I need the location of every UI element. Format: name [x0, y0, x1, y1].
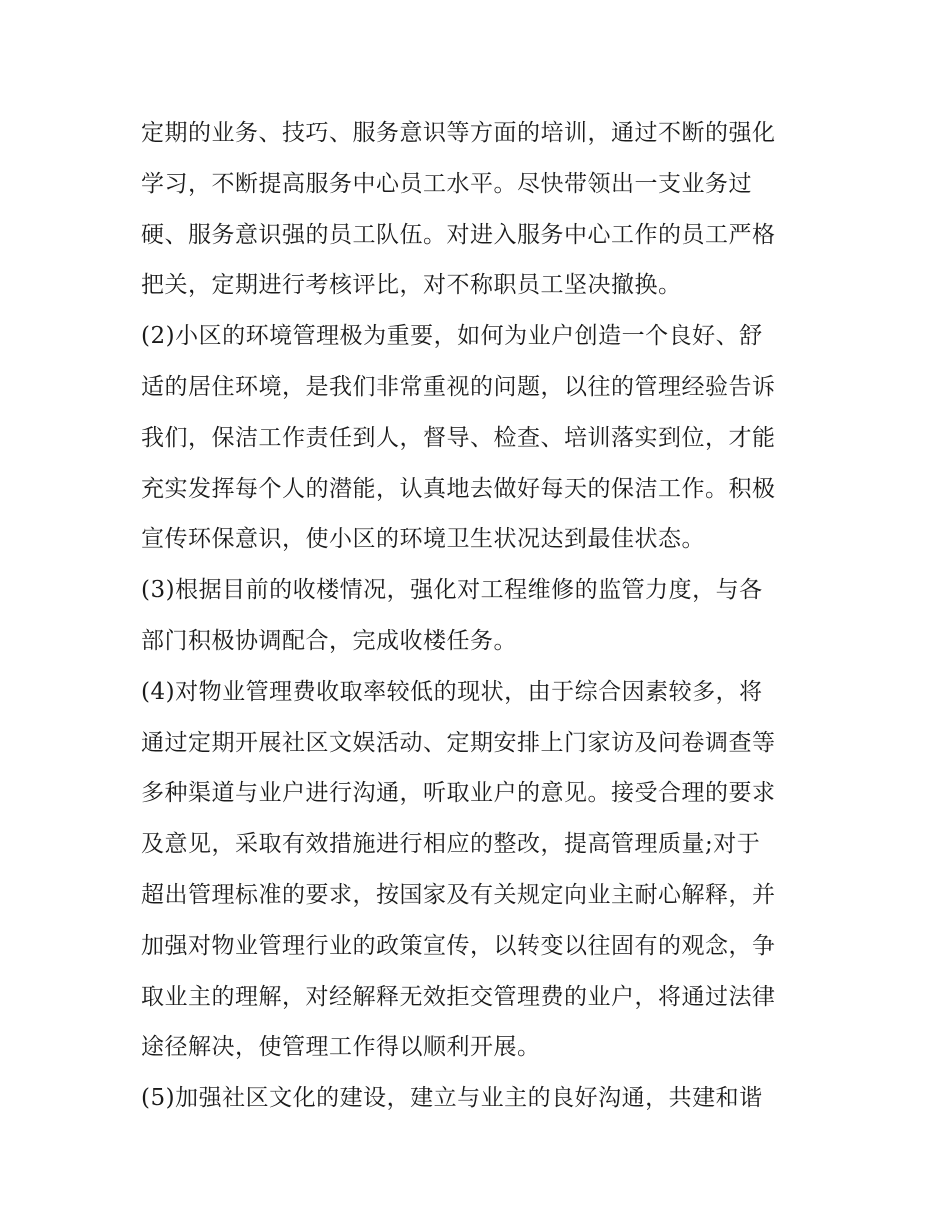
text-line: 部门积极协调配合，完成收楼任务。	[141, 627, 517, 654]
text-line: 加强对物业管理行业的政策宣传，以转变以往固有的观念，争	[141, 932, 776, 959]
text-line: (4)对物业管理费收取率较低的现状，由于综合因素较多，将	[141, 678, 763, 705]
text-line: 超出管理标准的要求，按国家及有关规定向业主耐心解释，并	[141, 881, 776, 908]
text-line: 途径解决，使管理工作得以顺利开展。	[141, 1034, 541, 1061]
text-line: 通过定期开展社区文娱活动、定期安排上门家访及问卷调查等	[141, 729, 776, 756]
text-line: 多种渠道与业户进行沟通，听取业户的意见。接受合理的要求	[141, 780, 776, 807]
text-line: 及意见，采取有效措施进行相应的整改，提高管理质量;对于	[141, 831, 761, 858]
text-line: 我们，保洁工作责任到人，督导、检查、培训落实到位，才能	[141, 424, 776, 451]
text-line: 学习，不断提高服务中心员工水平。尽快带领出一支业务过	[141, 170, 752, 197]
text-line: 适的居住环境，是我们非常重视的问题，以往的管理经验告诉	[141, 373, 776, 400]
text-line: 硬、服务意识强的员工队伍。对进入服务中心工作的员工严格	[141, 221, 776, 248]
body-text	[141, 108, 821, 1124]
text-line: (2)小区的环境管理极为重要，如何为业户创造一个良好、舒	[141, 323, 763, 350]
text-line: 定期的业务、技巧、服务意识等方面的培训，通过不断的强化	[141, 120, 776, 146]
text-line: (3)根据目前的收楼情况，强化对工程维修的监管力度，与各	[141, 577, 763, 604]
text-line: 把关，定期进行考核评比，对不称职员工坚决撤换。	[141, 272, 682, 299]
text-line: 宣传环保意识，使小区的环境卫生状况达到最佳状态。	[141, 526, 705, 553]
text-line: (5)加强社区文化的建设，建立与业主的良好沟通，共建和谐	[141, 1085, 763, 1112]
text-line: 充实发挥每个人的潜能，认真地去做好每天的保洁工作。积极	[141, 475, 776, 502]
text-line: 取业主的理解，对经解释无效拒交管理费的业户，将通过法律	[141, 983, 776, 1010]
